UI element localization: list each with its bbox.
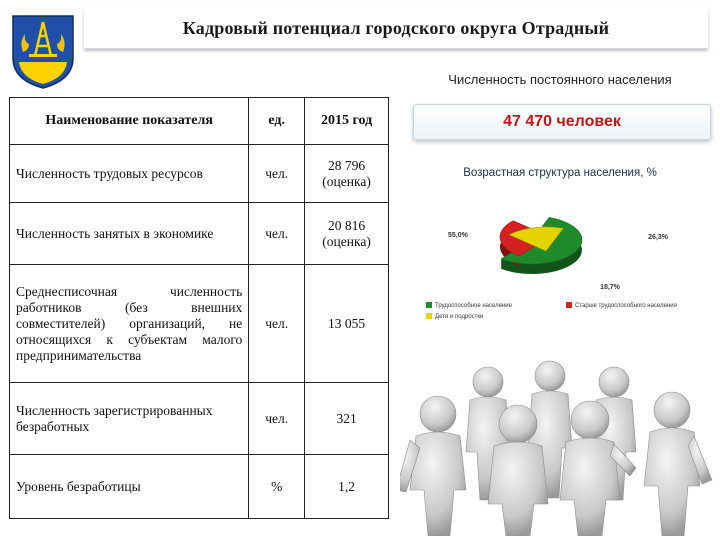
- row-unit: чел.: [249, 265, 305, 383]
- legend-swatch: [566, 302, 572, 308]
- population-value: 47 470 человек: [503, 113, 621, 130]
- people-group-icon: [400, 340, 718, 536]
- population-label: Численность постоянного населения: [448, 72, 672, 87]
- population-value-box: [413, 104, 711, 140]
- row-value: 28 796: [328, 157, 366, 173]
- legend-swatch: [426, 313, 432, 319]
- row-value: 1,2: [305, 455, 389, 519]
- population-panel: [405, 70, 715, 152]
- row-value: 13 055: [305, 265, 389, 383]
- row-value-cell: [305, 203, 389, 265]
- row-unit: чел.: [249, 383, 305, 455]
- table-row: [10, 383, 389, 455]
- legend-label: Дети и подростки: [435, 314, 484, 320]
- pie-data-label: 55,0%: [448, 232, 468, 239]
- table-row: [10, 455, 389, 519]
- column-header-name: Наименование показателя: [10, 98, 249, 145]
- coat-of-arms-icon: [9, 10, 77, 90]
- row-value: 20 816: [328, 217, 366, 233]
- age-chart-title: Возрастная структура населения, %: [463, 167, 657, 179]
- row-name: Численность зарегистрированных безработных: [10, 383, 249, 455]
- indicators-table-wrap: [9, 97, 389, 517]
- row-unit: чел.: [249, 203, 305, 265]
- row-name: Среднесписочная численность работников (без внешних совместителей) организаций, не относящихся к субъектам малого предпринимательства: [10, 265, 249, 383]
- legend-swatch: [426, 302, 432, 308]
- row-name: Численность трудовых ресурсов: [10, 145, 249, 203]
- page-title: Кадровый потенциал городского округа Отрадный: [182, 17, 610, 38]
- row-value-cell: [305, 145, 389, 203]
- row-note: (оценка): [322, 233, 371, 249]
- row-name: Численность занятых в экономике: [10, 203, 249, 265]
- row-name: Уровень безработицы: [10, 455, 249, 519]
- column-header-unit: ед.: [249, 98, 305, 145]
- table-row: [10, 203, 389, 265]
- row-value: 321: [305, 383, 389, 455]
- pie-data-label: 18,7%: [600, 284, 620, 291]
- title-bar: [84, 8, 708, 49]
- row-unit: чел.: [249, 145, 305, 203]
- pie-data-label: 26,3%: [648, 234, 668, 241]
- age-structure-pie-chart: [418, 205, 714, 335]
- table-row: [10, 265, 389, 383]
- indicators-table: [9, 97, 389, 519]
- row-unit: %: [249, 455, 305, 519]
- column-header-year: 2015 год: [305, 98, 389, 145]
- legend-label: Трудоспособное население: [435, 303, 512, 309]
- row-note: (оценка): [322, 173, 371, 189]
- table-row: [10, 145, 389, 203]
- table-header-row: [10, 98, 389, 145]
- legend-label: Старше трудоспособного населения: [575, 303, 677, 309]
